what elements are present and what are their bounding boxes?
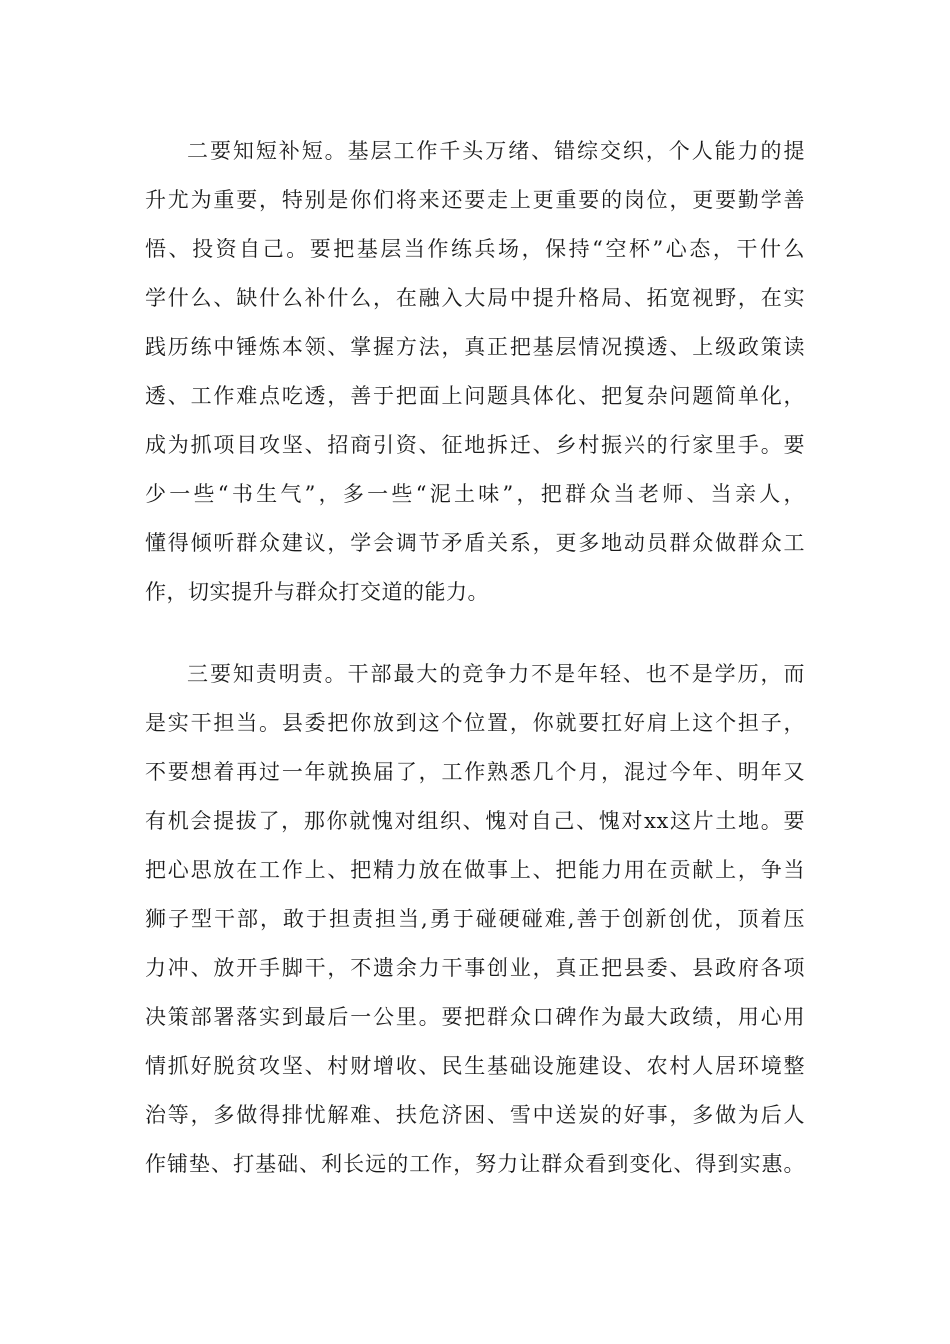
paragraph-line: 是实干担当。县委把你放到这个位置，你就要扛好肩上这个担子， <box>145 711 805 735</box>
paragraph-line: 作铺垫、打基础、利长远的工作，努力让群众看到变化、得到实惠。 <box>145 1152 805 1176</box>
paragraph-line: 决策部署落实到最后一公里。要把群众口碑作为最大政绩，用心用 <box>145 1005 805 1029</box>
paragraph-line: 情抓好脱贫攻坚、村财增收、民生基础设施建设、农村人居环境整 <box>145 1054 805 1078</box>
paragraph-line: 不要想着再过一年就换届了，工作熟悉几个月，混过今年、明年又 <box>145 760 805 784</box>
paragraph-line: 学什么、缺什么补什么，在融入大局中提升格局、拓宽视野，在实 <box>145 286 805 310</box>
paragraph-line: 有机会提拔了，那你就愧对组织、愧对自己、愧对xx这片土地。要 <box>145 809 805 833</box>
paragraph-line: 三要知责明责。干部最大的竞争力不是年轻、也不是学历，而 <box>187 662 805 686</box>
paragraph-line: 少一些“书生气”，多一些“泥土味”，把群众当老师、当亲人， <box>145 482 805 506</box>
paragraph-line: 践历练中锤炼本领、掌握方法，真正把基层情况摸透、上级政策读 <box>145 335 805 359</box>
paragraph-line: 力冲、放开手脚干，不遗余力干事创业，真正把县委、县政府各项 <box>145 956 805 980</box>
paragraph-line: 懂得倾听群众建议，学会调节矛盾关系，更多地动员群众做群众工 <box>145 531 805 555</box>
paragraph-line: 狮子型干部，敢于担责担当,勇于碰硬碰难,善于创新创优，顶着压 <box>145 907 805 931</box>
paragraph-zhi-duan-bu-duan <box>145 127 805 617</box>
paragraph-line: 把心思放在工作上、把精力放在做事上、把能力用在贡献上，争当 <box>145 858 805 882</box>
paragraph-line: 治等，多做得排忧解难、扶危济困、雪中送炭的好事，多做为后人 <box>145 1103 805 1127</box>
paragraph-line: 作，切实提升与群众打交道的能力。 <box>145 580 489 604</box>
paragraph-line: 升尤为重要，特别是你们将来还要走上更重要的岗位，更要勤学善 <box>145 188 805 212</box>
paragraph-zhi-ze-ming-ze <box>145 650 805 1189</box>
paragraph-line: 悟、投资自己。要把基层当作练兵场，保持“空杯”心态，干什么 <box>145 237 805 261</box>
paragraph-line: 二要知短补短。基层工作千头万绪、错综交织，个人能力的提 <box>187 139 805 163</box>
paragraph-line: 成为抓项目攻坚、招商引资、征地拆迁、乡村振兴的行家里手。要 <box>145 433 805 457</box>
paragraph-line: 透、工作难点吃透，善于把面上问题具体化、把复杂问题简单化， <box>145 384 805 408</box>
